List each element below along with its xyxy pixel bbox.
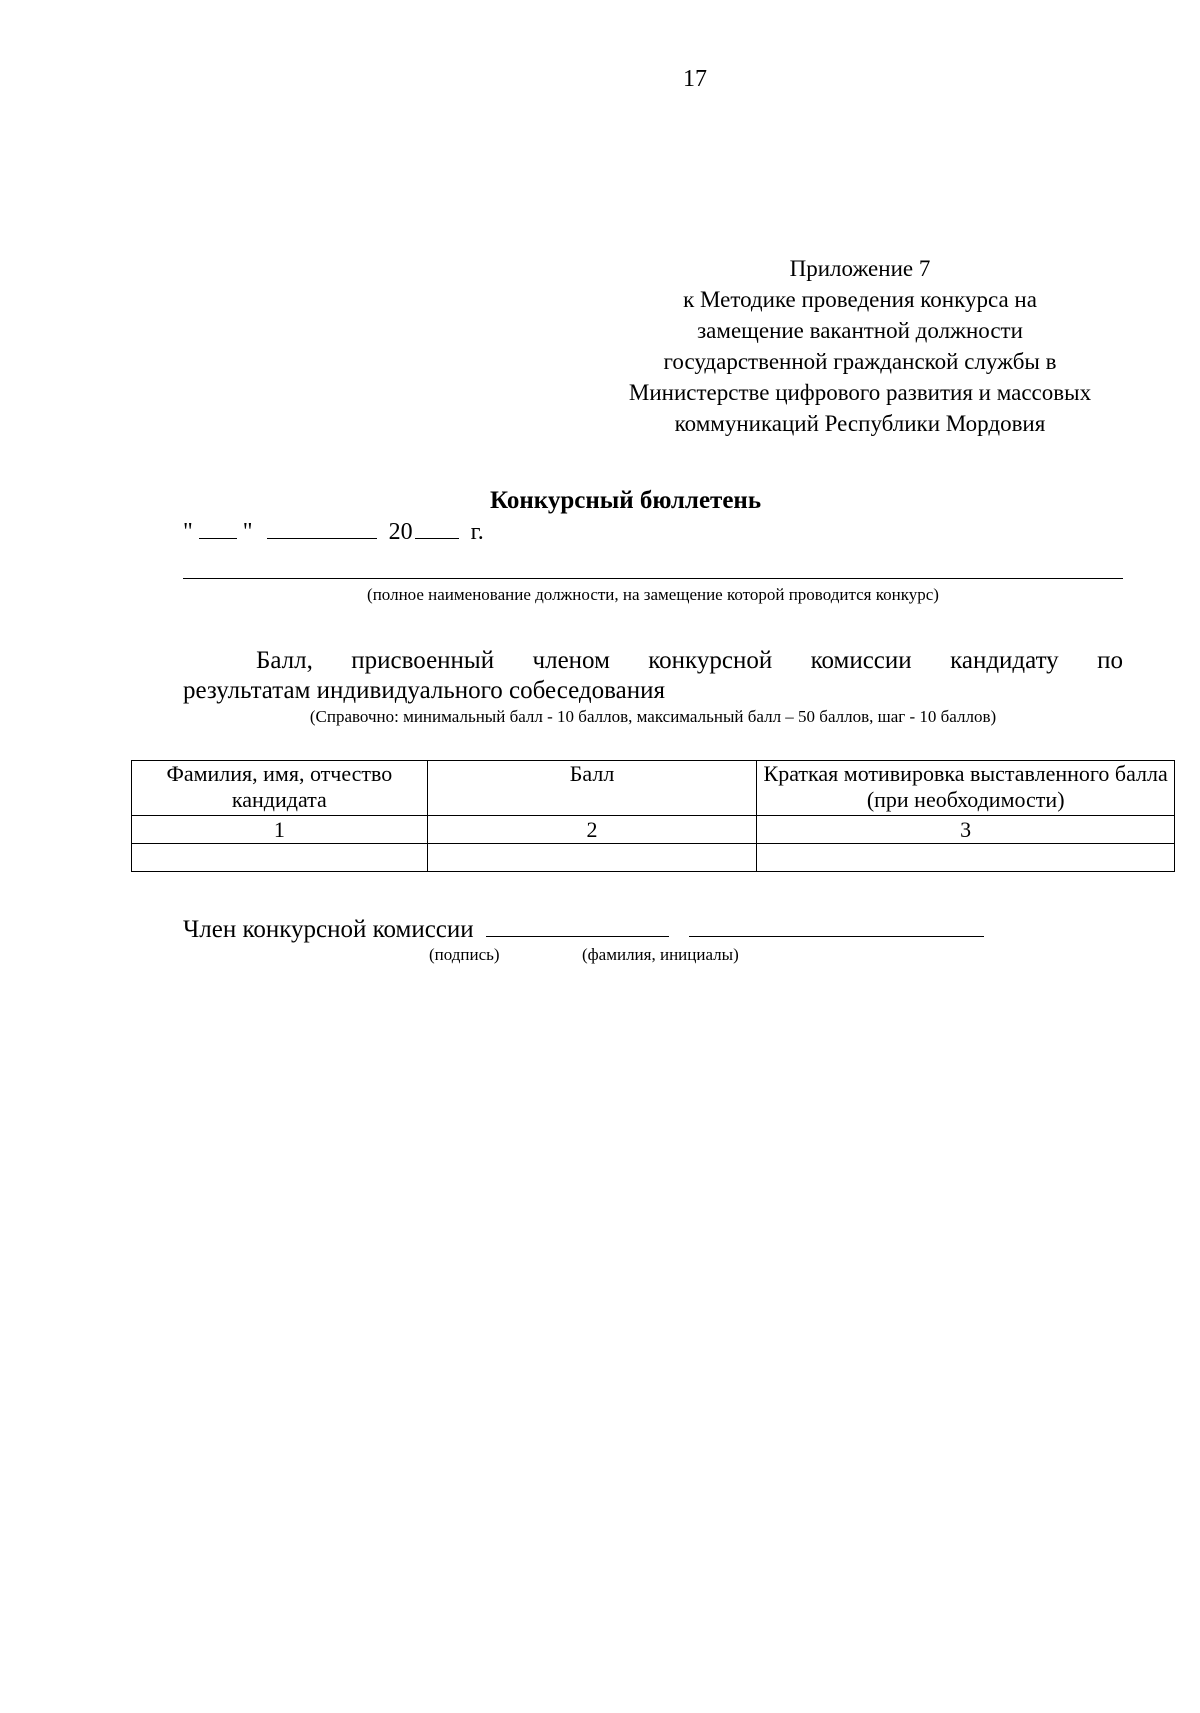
appendix-line: замещение вакантной должности xyxy=(697,318,1023,343)
score-description-line2: результатам индивидуального собеседования xyxy=(183,677,665,704)
table-number-row xyxy=(132,816,1175,844)
year-prefix: 20 xyxy=(388,519,413,545)
date-line xyxy=(183,516,484,546)
word: Балл, xyxy=(256,647,313,674)
appendix-line: Приложение 7 xyxy=(789,256,931,281)
table-header-row xyxy=(132,761,1175,816)
appendix-line: государственной гражданской службы в xyxy=(663,349,1057,374)
document-title: Конкурсный бюллетень xyxy=(490,487,762,514)
quote-open: " xyxy=(183,519,193,545)
year-blank xyxy=(415,516,459,539)
day-blank xyxy=(199,516,237,539)
month-blank xyxy=(267,516,377,539)
page-number: 17 xyxy=(683,66,707,92)
word: конкурсной xyxy=(648,647,773,674)
table-row xyxy=(132,844,1175,872)
score-description xyxy=(183,646,1123,706)
motivation-cell[interactable] xyxy=(757,844,1175,872)
appendix-line: коммуникаций Республики Мордовия xyxy=(674,411,1046,436)
score-table xyxy=(131,760,1175,872)
quote-close: " xyxy=(242,519,253,545)
column-number: 2 xyxy=(427,816,757,844)
appendix-line: Министерстве цифрового развития и массовых xyxy=(628,380,1092,405)
position-caption: (полное наименование должности, на замещение которой проводится конкурс) xyxy=(367,585,939,604)
column-number: 1 xyxy=(132,816,428,844)
signature-label: Член конкурсной комиссии xyxy=(183,916,474,943)
name-caption: (фамилия, инициалы) xyxy=(582,945,739,964)
word: комиссии xyxy=(810,647,912,674)
header-motivation: Краткая мотивировка выставленного балла (при необходимости) xyxy=(757,761,1175,816)
position-name-line xyxy=(183,578,1123,579)
signature-caption: (подпись) xyxy=(429,945,500,964)
appendix-line: к Методике проведения конкурса на xyxy=(683,287,1037,312)
signature-line xyxy=(183,912,984,944)
word: присвоенный xyxy=(351,647,495,674)
score-reference: (Справочно: минимальный балл - 10 баллов, максимальный балл – 50 баллов, шаг - 10 баллов) xyxy=(309,707,997,726)
score-description-line1 xyxy=(183,646,1123,676)
year-suffix: г. xyxy=(470,519,484,545)
word: кандидату xyxy=(950,647,1059,674)
signature-blank[interactable] xyxy=(486,912,669,937)
word: по xyxy=(1097,647,1123,674)
header-score: Балл xyxy=(427,761,757,816)
candidate-name-cell[interactable] xyxy=(132,844,428,872)
name-blank[interactable] xyxy=(689,912,984,937)
score-cell[interactable] xyxy=(427,844,757,872)
appendix-header xyxy=(620,253,1100,439)
word: членом xyxy=(532,647,610,674)
column-number: 3 xyxy=(757,816,1175,844)
header-candidate-name: Фамилия, имя, отчество кандидата xyxy=(132,761,428,816)
